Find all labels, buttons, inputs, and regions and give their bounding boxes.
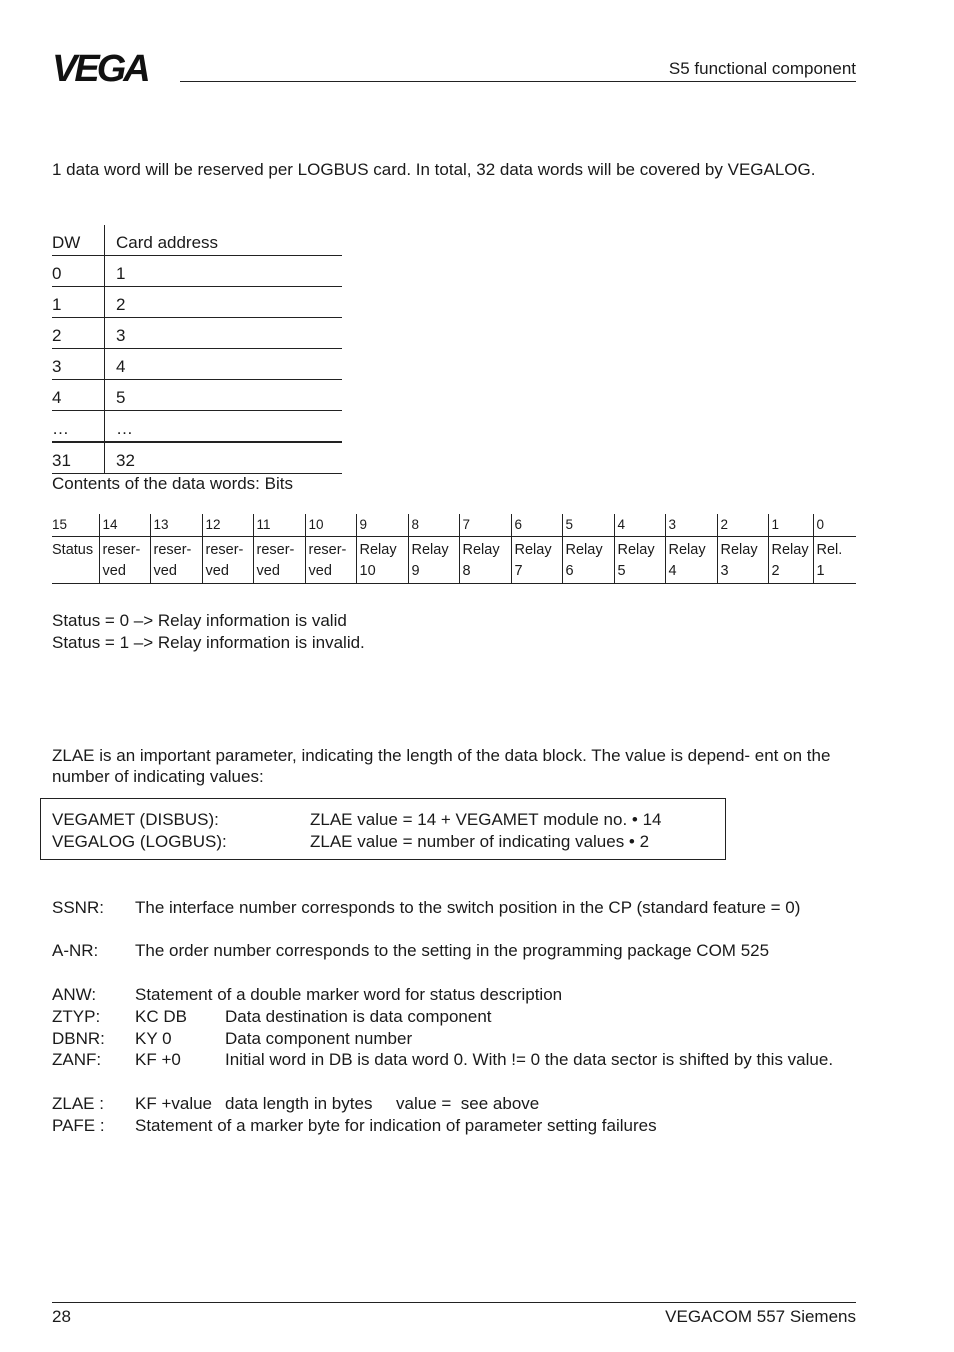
dw-card-address-table bbox=[52, 225, 342, 474]
param-arg: KY 0 bbox=[135, 1029, 172, 1048]
bit-name-line: reser- bbox=[102, 542, 141, 558]
bit-name-row bbox=[52, 537, 856, 584]
dw-cell: 31 bbox=[52, 442, 105, 474]
card-address-cell: … bbox=[105, 411, 343, 443]
status-note-valid: Status = 0 –> Relay information is valid bbox=[52, 611, 347, 630]
bit-name-line: Status bbox=[52, 542, 94, 558]
intro-paragraph: 1 data word will be reserved per LOGBUS card. In total, 32 data words will be covered by VEGALOG. bbox=[52, 160, 816, 179]
bit-name-cell bbox=[562, 537, 614, 584]
param-key: A-NR: bbox=[52, 941, 99, 960]
data-word-bits-table bbox=[52, 514, 856, 584]
bit-name-cell bbox=[459, 537, 511, 584]
zlae-key: VEGAMET (DISBUS): bbox=[52, 810, 219, 829]
table-row bbox=[52, 287, 342, 318]
bit-name-line: Relay bbox=[668, 542, 706, 558]
bit-name-line: reser- bbox=[153, 542, 192, 558]
bit-name-line: Relay bbox=[462, 542, 500, 558]
param-key: DBNR: bbox=[52, 1029, 105, 1048]
bit-number-cell: 2 bbox=[717, 514, 768, 537]
header-rule bbox=[180, 81, 856, 82]
zlae-value: ZLAE value = number of indicating values • 2 bbox=[310, 832, 650, 851]
bit-name-line: ved bbox=[102, 563, 126, 579]
bit-number-cell: 9 bbox=[356, 514, 408, 537]
bit-number-row bbox=[52, 514, 856, 537]
param-dbnr bbox=[52, 1028, 856, 1049]
dw-cell: 4 bbox=[52, 380, 105, 411]
table-row bbox=[52, 442, 342, 474]
table-row bbox=[52, 318, 342, 349]
bit-name-line: ved bbox=[256, 563, 280, 579]
param-key: PAFE : bbox=[52, 1116, 105, 1135]
bit-name-line: Relay bbox=[411, 542, 449, 558]
bit-name-line: Relay bbox=[617, 542, 655, 558]
card-address-cell: 32 bbox=[105, 442, 343, 474]
param-key: ANW: bbox=[52, 985, 97, 1004]
bit-number-cell: 15 bbox=[52, 514, 99, 537]
bit-name-line: Relay bbox=[514, 542, 552, 558]
card-address-cell: 1 bbox=[105, 256, 343, 287]
param-text: The order number corresponds to the setting in the programming package COM 525 bbox=[135, 941, 770, 960]
bit-name-line: ved bbox=[153, 563, 177, 579]
param-text: The interface number corresponds to the switch position in the CP (standard feature = 0) bbox=[135, 898, 801, 917]
param-ztyp bbox=[52, 1006, 856, 1027]
param-a-nr bbox=[52, 940, 856, 961]
bit-name-line: 3 bbox=[720, 563, 729, 579]
bit-number-cell: 3 bbox=[665, 514, 717, 537]
param-text: Initial word in DB is data word 0. With != 0 the data sector is shifted by this value. bbox=[225, 1050, 834, 1069]
param-arg: KF +0 bbox=[135, 1050, 181, 1069]
bit-name-line: 8 bbox=[462, 563, 471, 579]
bit-number-cell: 1 bbox=[768, 514, 813, 537]
dw-header: DW bbox=[52, 225, 105, 256]
logo-text: VEGA bbox=[52, 50, 148, 84]
bit-name-cell bbox=[614, 537, 665, 584]
bit-name-cell bbox=[717, 537, 768, 584]
page-number: 28 bbox=[52, 1307, 71, 1326]
bit-name-cell bbox=[665, 537, 717, 584]
param-zanf bbox=[52, 1049, 856, 1070]
bit-name-line: 9 bbox=[411, 563, 420, 579]
bit-name-cell bbox=[253, 537, 305, 584]
table-header-row bbox=[52, 225, 342, 256]
table-row bbox=[52, 380, 342, 411]
param-arg: KF +value bbox=[135, 1094, 213, 1113]
param-text: data length in bytes value = see above bbox=[225, 1094, 540, 1113]
table-row bbox=[52, 349, 342, 380]
param-pafe bbox=[52, 1115, 856, 1136]
bit-number-cell: 8 bbox=[408, 514, 459, 537]
bit-name-line: Relay bbox=[565, 542, 603, 558]
bit-name-line: Rel. bbox=[816, 542, 843, 558]
bit-name-line: 5 bbox=[617, 563, 626, 579]
bit-name-line: reser- bbox=[308, 542, 347, 558]
bit-number-cell: 13 bbox=[150, 514, 202, 537]
param-zlae bbox=[52, 1093, 856, 1114]
dw-cell: 0 bbox=[52, 256, 105, 287]
bit-name-line: 10 bbox=[359, 563, 376, 579]
param-text: Data component number bbox=[225, 1029, 413, 1048]
bit-number-cell: 5 bbox=[562, 514, 614, 537]
bit-name-line: reser- bbox=[256, 542, 295, 558]
bit-number-cell: 6 bbox=[511, 514, 562, 537]
table-row bbox=[52, 411, 342, 443]
footer-rule bbox=[52, 1302, 856, 1303]
card-address-cell: 5 bbox=[105, 380, 343, 411]
param-arg: KC DB bbox=[135, 1007, 187, 1026]
bit-number-cell: 10 bbox=[305, 514, 356, 537]
bits-caption: Contents of the data words: Bits bbox=[52, 474, 293, 493]
bit-name-cell bbox=[99, 537, 150, 584]
bit-name-cell bbox=[813, 537, 856, 584]
bit-name-line: 7 bbox=[514, 563, 523, 579]
param-text: Statement of a double marker word for status description bbox=[135, 985, 563, 1004]
bit-name-cell bbox=[356, 537, 408, 584]
zlae-intro-paragraph: ZLAE is an important parameter, indicating the length of the data block. The value is depend- ent on the number of indicating values: bbox=[52, 746, 831, 786]
bit-number-cell: 14 bbox=[99, 514, 150, 537]
section-title: S5 functional component bbox=[668, 59, 856, 78]
bit-name-line: 4 bbox=[668, 563, 677, 579]
param-key: ZANF: bbox=[52, 1050, 102, 1069]
param-body bbox=[135, 1093, 856, 1114]
bit-name-line: Relay bbox=[359, 542, 397, 558]
status-note-invalid: Status = 1 –> Relay information is invalid. bbox=[52, 633, 365, 652]
bit-name-line: 2 bbox=[771, 563, 780, 579]
param-text: Statement of a marker byte for indication of parameter setting failures bbox=[135, 1116, 657, 1135]
bit-name-cell bbox=[511, 537, 562, 584]
param-key: ZLAE : bbox=[52, 1094, 104, 1113]
card-address-cell: 3 bbox=[105, 318, 343, 349]
bit-name-cell bbox=[150, 537, 202, 584]
zlae-value-box bbox=[40, 798, 726, 860]
bit-name-cell bbox=[202, 537, 253, 584]
bit-name-line: Relay bbox=[720, 542, 758, 558]
bit-number-cell: 12 bbox=[202, 514, 253, 537]
bit-number-cell: 4 bbox=[614, 514, 665, 537]
dw-cell: 1 bbox=[52, 287, 105, 318]
bit-name-line: ved bbox=[205, 563, 229, 579]
bit-number-cell: 7 bbox=[459, 514, 511, 537]
bit-name-line: Relay bbox=[771, 542, 809, 558]
bit-name-line: 1 bbox=[816, 563, 825, 579]
card-address-header: Card address bbox=[105, 225, 343, 256]
zlae-value: ZLAE value = 14 + VEGAMET module no. • 14 bbox=[310, 810, 662, 829]
param-body bbox=[135, 1028, 856, 1049]
document-title: VEGACOM 557 Siemens bbox=[665, 1307, 856, 1326]
bit-name-line: 6 bbox=[565, 563, 574, 579]
bit-number-cell: 0 bbox=[813, 514, 856, 537]
bit-name-cell bbox=[305, 537, 356, 584]
zlae-key: VEGALOG (LOGBUS): bbox=[52, 832, 227, 851]
dw-cell: 2 bbox=[52, 318, 105, 349]
bit-name-cell bbox=[52, 537, 99, 584]
param-anw bbox=[52, 984, 856, 1005]
dw-cell: 3 bbox=[52, 349, 105, 380]
bit-number-cell: 11 bbox=[253, 514, 305, 537]
card-address-cell: 2 bbox=[105, 287, 343, 318]
vega-logo bbox=[52, 50, 172, 84]
param-body bbox=[135, 1006, 856, 1027]
param-key: ZTYP: bbox=[52, 1007, 101, 1026]
param-text: Data destination is data component bbox=[225, 1007, 492, 1026]
param-ssnr bbox=[52, 897, 856, 918]
bit-name-line: ved bbox=[308, 563, 332, 579]
bit-name-cell bbox=[768, 537, 813, 584]
table-row bbox=[52, 256, 342, 287]
bit-name-cell bbox=[408, 537, 459, 584]
param-key: SSNR: bbox=[52, 898, 104, 917]
dw-cell: … bbox=[52, 411, 105, 443]
param-body bbox=[135, 1049, 835, 1070]
bit-name-line: reser- bbox=[205, 542, 244, 558]
card-address-cell: 4 bbox=[105, 349, 343, 380]
